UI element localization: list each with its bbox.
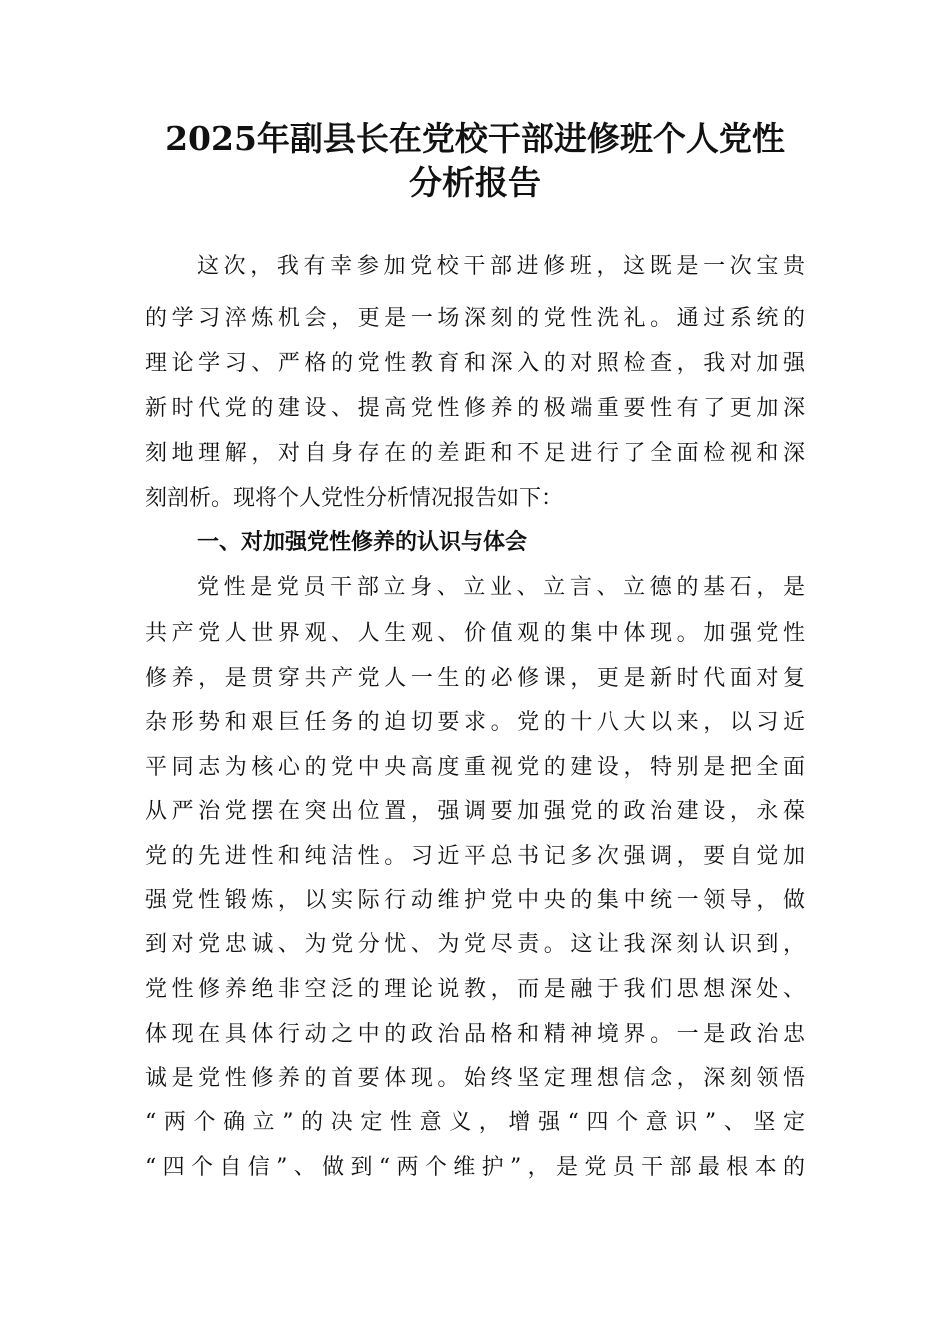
intro-line-3: 理论学习、严格的党性教育和深入的对照检查，我对加强 [145, 351, 805, 376]
section-1-line-2: 共产党人世界观、人生观、价值观的集中体现。加强党性 [145, 621, 805, 646]
section-1-line-9: 到对党忠诚、为党分忧、为党尽责。这让我深刻认识到， [145, 932, 805, 957]
intro-line-6: 刻剖析。现将个人党性分析情况报告如下： [145, 486, 564, 511]
intro-line-1: 这次，我有幸参加党校干部进修班，这既是一次宝贵 [197, 254, 805, 279]
intro-line-5: 刻地理解，对自身存在的差距和不足进行了全面检视和深 [145, 441, 805, 466]
section-1-line-10: 党性修养绝非空泛的理论说教，而是融于我们思想深处、 [145, 977, 805, 1002]
section-1-heading: 一、对加强党性修养的认识与体会 [197, 530, 528, 555]
document-title-line-2: 分析报告 [409, 163, 541, 202]
section-1-line-11: 体现在具体行动之中的政治品格和精神境界。一是政治忠 [145, 1022, 805, 1047]
section-1-line-3: 修养，是贯穿共产党人一生的必修课，更是新时代面对复 [145, 666, 805, 691]
section-1-line-1: 党性是党员干部立身、立业、立言、立德的基石，是 [197, 575, 805, 600]
section-1-line-4: 杂形势和艰巨任务的迫切要求。党的十八大以来，以习近 [145, 710, 805, 735]
section-1-line-12: 诚是党性修养的首要体现。始终坚定理想信念，深刻领悟 [145, 1066, 805, 1091]
intro-line-4: 新时代党的建设、提高党性修养的极端重要性有了更加深 [145, 396, 805, 421]
section-1-line-14: “四个自信”、做到“两个维护”，是党员干部最根本的 [145, 1155, 805, 1180]
section-1-line-8: 强党性锻炼，以实际行动维护党中央的集中统一领导，做 [145, 888, 805, 913]
intro-line-2: 的学习淬炼机会，更是一场深刻的党性洗礼。通过系统的 [145, 306, 805, 331]
section-1-line-6: 从严治党摆在突出位置，强调要加强党的政治建设，永葆 [145, 799, 805, 824]
section-1-line-5: 平同志为核心的党中央高度重视党的建设，特别是把全面 [145, 755, 805, 780]
section-1-line-13: “两个确立”的决定性意义，增强“四个意识”、坚定 [145, 1110, 805, 1135]
section-1-line-7: 党的先进性和纯洁性。习近平总书记多次强调，要自觉加 [145, 844, 805, 869]
document-title-line-1: 2025年副县长在党校干部进修班个人党性 [165, 119, 785, 158]
